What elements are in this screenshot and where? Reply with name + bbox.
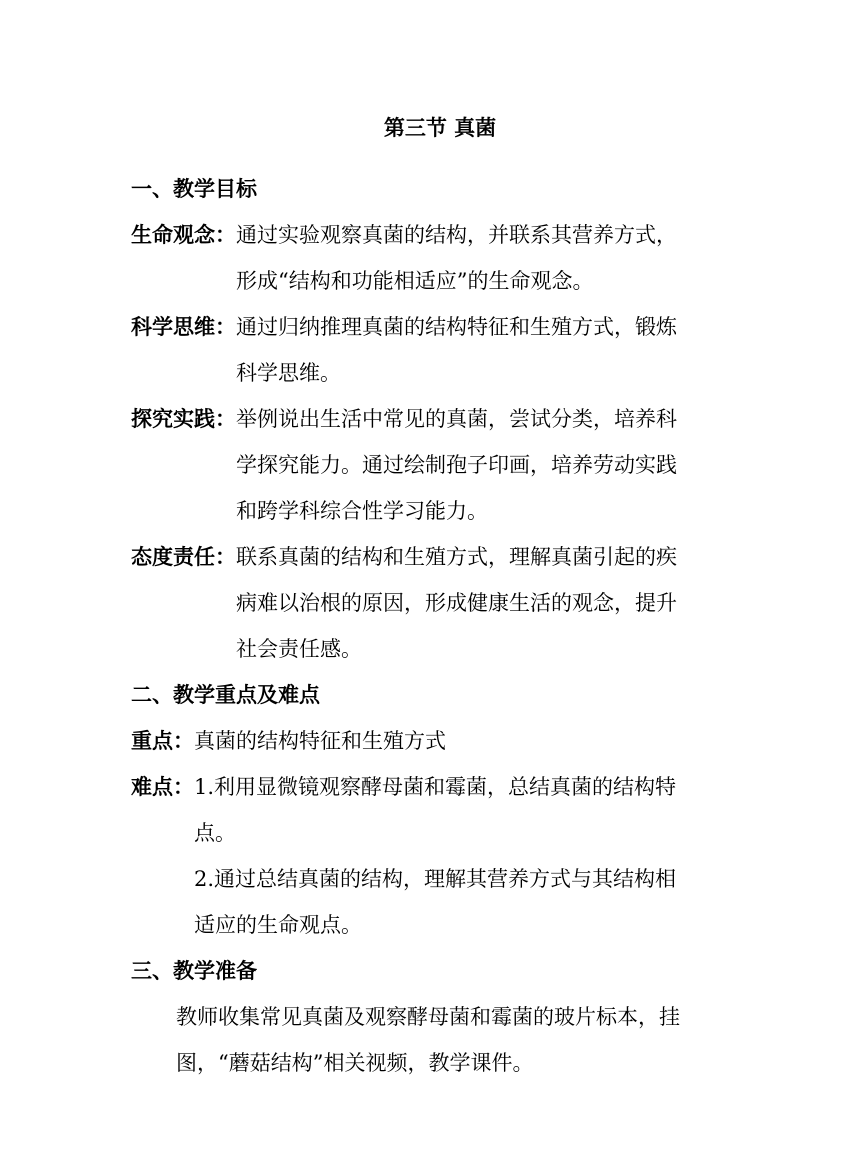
goal-label: 生命观念：	[131, 222, 236, 247]
paragraph-line: 教师收集常见真菌及观察酵母菌和霉菌的玻片标本，挂	[176, 1005, 680, 1029]
difficulty-item-line: 适应的生命观点。	[194, 913, 362, 937]
goal-text-line: 和跨学科综合性学习能力。	[236, 499, 488, 523]
goal-text-line: 病难以治根的原因，形成健康生活的观念，提升	[236, 591, 677, 615]
goal-entry-life-concept	[131, 212, 731, 304]
preparation-paragraph	[131, 994, 731, 1086]
goal-label: 态度责任：	[131, 544, 236, 569]
difficulty-item-line: 2.通过总结真菌的结构，理解其营养方式与其结构相	[194, 867, 677, 891]
difficulty-label: 难点：	[131, 774, 194, 799]
goal-entry-scientific-thinking	[131, 304, 731, 396]
page-title: 第三节 真菌	[383, 115, 497, 140]
goal-text-line: 通过归纳推理真菌的结构特征和生殖方式，锻炼	[236, 315, 677, 339]
goal-text-line: 联系真菌的结构和生殖方式，理解真菌引起的疾	[236, 545, 677, 569]
section-heading-goals: 一、教学目标	[131, 176, 257, 201]
document-page	[131, 112, 731, 1086]
paragraph-line: 图，“蘑菇结构”相关视频，教学课件。	[176, 1051, 534, 1075]
goal-entry-inquiry-practice	[131, 396, 731, 534]
key-point-text: 真菌的结构特征和生殖方式	[194, 729, 446, 753]
difficulty-entry	[131, 764, 731, 948]
difficulty-item-line: 点。	[194, 821, 236, 845]
goal-entry-attitude-responsibility	[131, 534, 731, 672]
key-point-label: 重点：	[131, 728, 194, 753]
goal-text-line: 通过实验观察真菌的结构，并联系其营养方式，	[236, 223, 677, 247]
goal-text-line: 形成“结构和功能相适应”的生命观念。	[236, 269, 594, 293]
section-heading-key-points: 二、教学重点及难点	[131, 682, 320, 707]
goal-text-line: 社会责任感。	[236, 637, 362, 661]
goal-label: 科学思维：	[131, 314, 236, 339]
goal-text-line: 科学思维。	[236, 361, 341, 385]
difficulty-item-line: 1.利用显微镜观察酵母菌和霉菌，总结真菌的结构特	[194, 775, 677, 799]
goal-text-line: 举例说出生活中常见的真菌，尝试分类，培养科	[236, 407, 677, 431]
section-heading-preparation: 三、教学准备	[131, 958, 257, 983]
goal-label: 探究实践：	[131, 406, 236, 431]
goal-text-line: 学探究能力。通过绘制孢子印画，培养劳动实践	[236, 453, 677, 477]
key-point-entry	[131, 718, 731, 764]
